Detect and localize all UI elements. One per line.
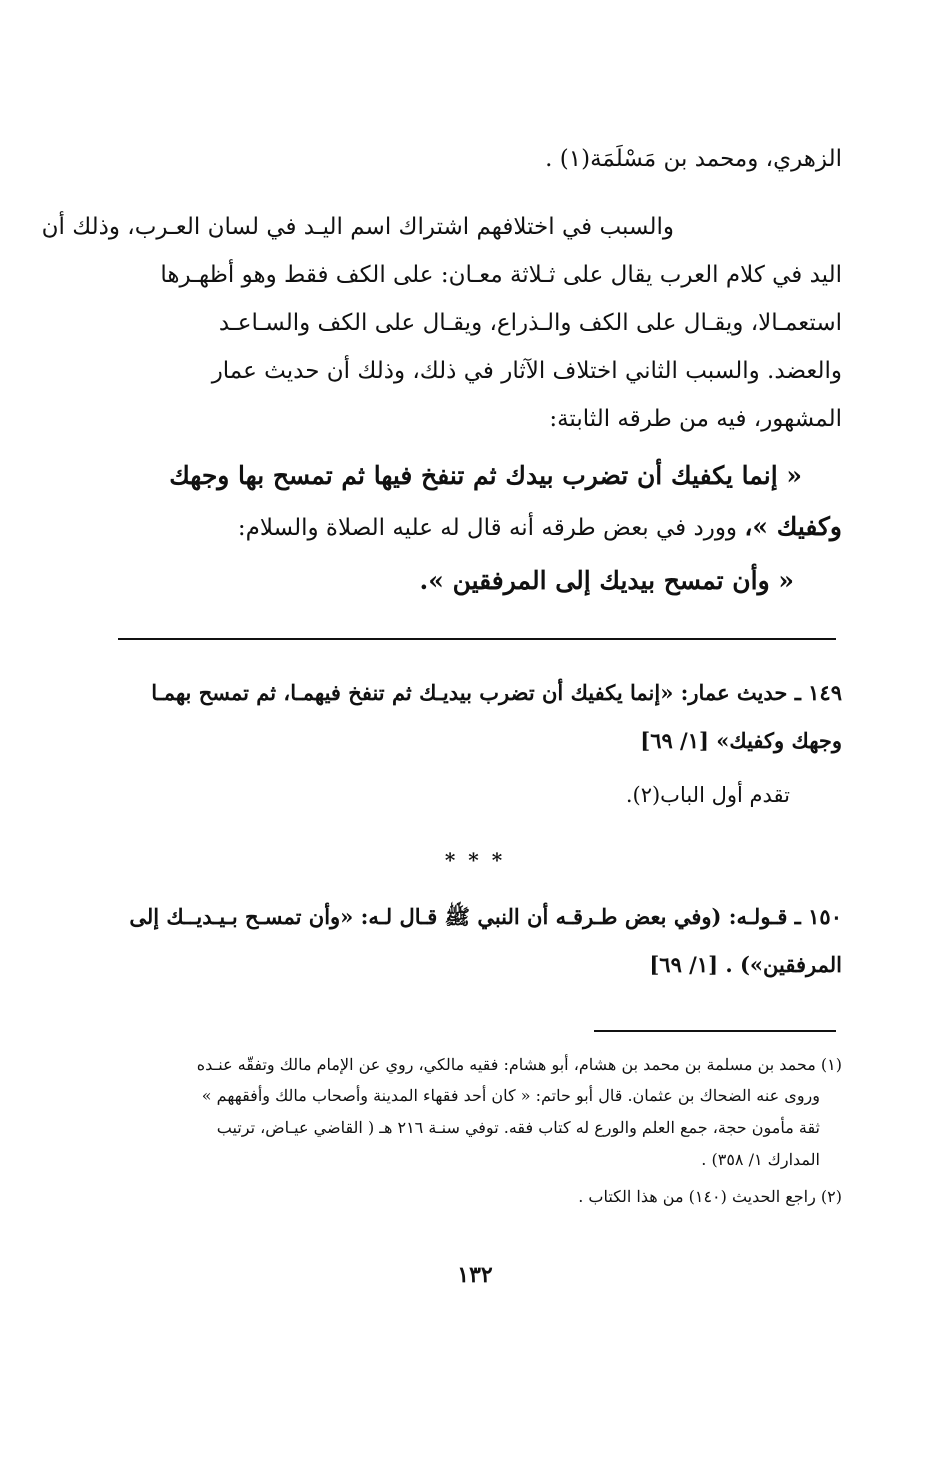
- footnote-line: وروى عنه الضحاك بن عثمان. قال أبو حاتم: « كان أحد فقهاء المدينة وأصحاب مالك وأفقههم »: [201, 1086, 820, 1105]
- hadith-quote-end: وكفيك »،: [744, 512, 842, 541]
- text-line: تقدم أول الباب(٢).: [625, 783, 790, 807]
- hadith-quote: « إنما يكفيك أن تضرب بيدك ثم تنفخ فيها ثم تمسح بها وجهك: [169, 461, 802, 490]
- text-line: الزهري، ومحمد بن مَسْلَمَة(١) .: [545, 146, 842, 172]
- footnote-line: المدارك ١/ ٣٥٨) .: [701, 1150, 820, 1169]
- hadith-quote: « وأن تمسح بيديك إلى المرفقين ».: [419, 566, 794, 595]
- text-line: استعمـالا، ويقـال على الكف والـذراع، ويقـال على الكف والسـاعـد: [218, 310, 842, 336]
- hadith-150-line: المرفقين») . [١/ ٦٩]: [649, 952, 842, 977]
- footnote-line: (١) محمد بن مسلمة بن محمد بن هشام، أبو هشام: فقيه مالكي، روي عن الإمام مالك وتفقّه عنـده: [196, 1055, 842, 1074]
- footnote-line: ثقة مأمون حجة، جمع العلم والورع له كتاب فقه. توفي سنـة ٢١٦ هـ ( القاضي عيـاض، ترتيب: [216, 1118, 820, 1137]
- footnote-line: (٢) راجع الحديث (١٤٠) من هذا الكتاب .: [578, 1187, 842, 1206]
- hadith-149-line: ١٤٩ ـ حديث عمار: «إنما يكفيك أن تضرب بيديـك ثم تنفخ فيهمـا، ثم تمسح بهمـا: [151, 680, 842, 705]
- hadith-149-line: وجهك وكفيك» [١/ ٦٩]: [640, 728, 842, 753]
- hadith-150-line: ١٥٠ ـ قـولـه: (وفي بعض طـرقـه أن النبي ﷺ قـال لـه: «وأن تمسـح بـيـديــك إلى: [129, 904, 842, 929]
- text-line: والعضد. والسبب الثاني اختلاف الآثار في ذلك، وذلك أن حديث عمار: [211, 358, 842, 384]
- footnote-separator: [594, 1030, 836, 1032]
- separator-line: [118, 638, 836, 640]
- text-line: اليد في كلام العرب يقال على ثـلاثة معـان: على الكف فقط وهو أظهـرها: [160, 262, 842, 288]
- text-line: [41, 214, 842, 240]
- section-stars: * * *: [444, 848, 506, 872]
- text-line: المشهور، فيه من طرقه الثابتة:: [549, 406, 842, 432]
- page-number: ١٣٢: [457, 1262, 493, 1288]
- text-span: وورد في بعض طرقه أنه قال له عليه الصلاة والسلام:: [237, 515, 745, 541]
- text-line: [114, 512, 842, 541]
- paragraph-start: والسبب في اختلافهم اشتراك اسم اليـد في لسان العـرب، وذلك أن: [41, 214, 674, 240]
